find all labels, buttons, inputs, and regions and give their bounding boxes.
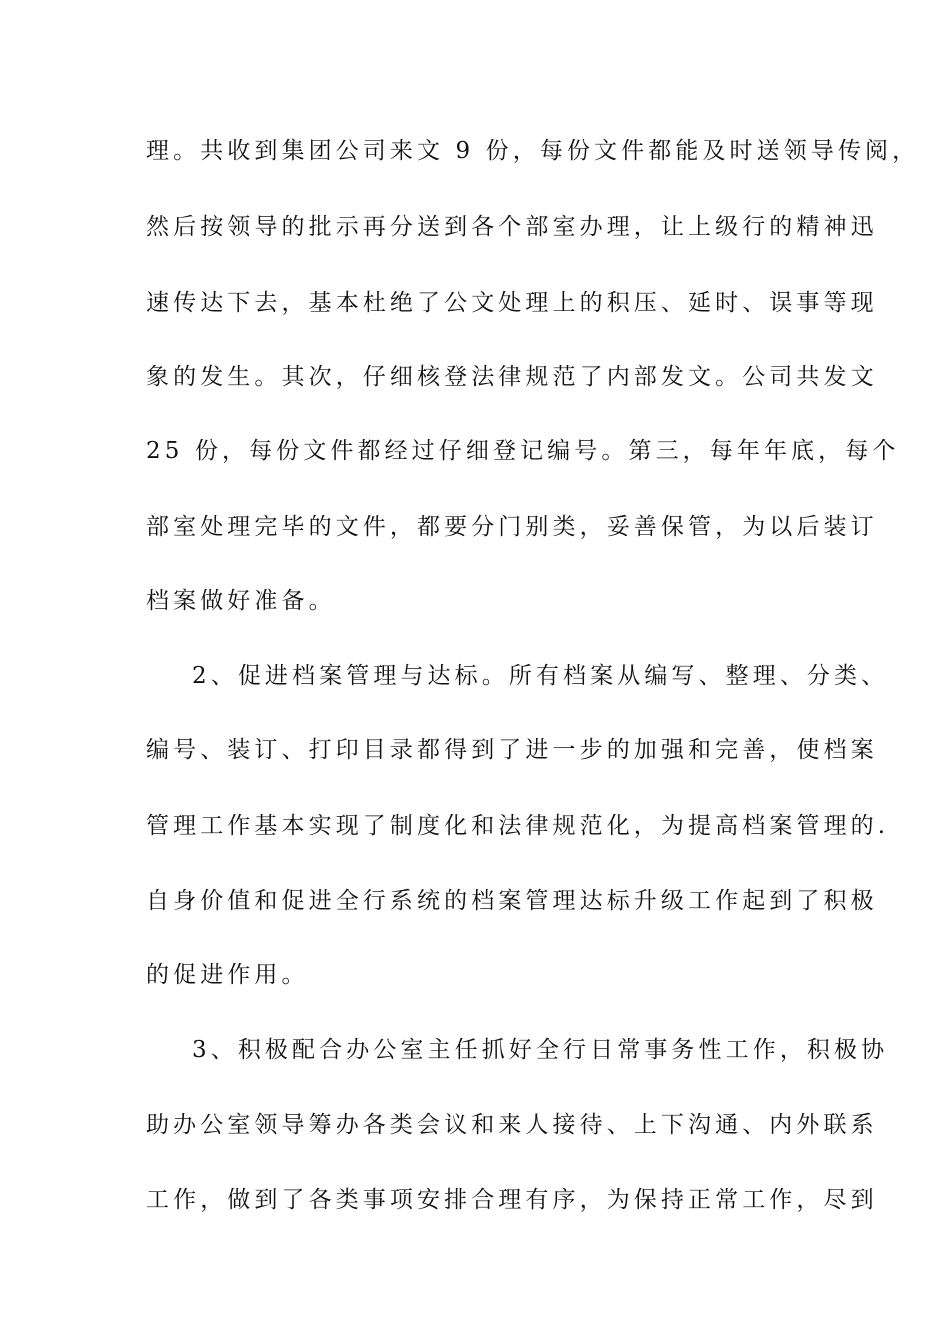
text-line: 25 份，每份文件都经过仔细登记编号。第三，每年年底，每个 — [146, 438, 900, 464]
text-line: 部室处理完毕的文件，都要分门别类，妥善保管，为以后装订 — [146, 514, 878, 540]
text-line: 编号、装订、打印目录都得到了进一步的加强和完善，使档案 — [146, 737, 878, 763]
text-line: 自身价值和促进全行系统的档案管理达标升级工作起到了积极 — [146, 888, 878, 914]
text-line: 工作，做到了各类事项安排合理有序，为保持正常工作，尽到 — [146, 1187, 878, 1213]
text-line: 然后按领导的批示再分送到各个部室办理，让上级行的精神迅 — [146, 214, 878, 240]
text-line: 档案做好准备。 — [146, 588, 336, 614]
text-line: 的促进作用。 — [146, 962, 309, 988]
paragraph-start-line: 2、促进档案管理与达标。所有档案从编写、整理、分类、 — [192, 663, 889, 689]
paragraph-start-line: 3、积极配合办公室主任抓好全行日常事务性工作，积极协 — [192, 1037, 889, 1063]
text-line: 理。共收到集团公司来文 9 份，每份文件都能及时送领导传阅， — [146, 138, 920, 164]
text-line: 管理工作基本实现了制度化和法律规范化，为提高档案管理的. — [146, 813, 890, 839]
text-line: 象的发生。其次，仔细核登法律规范了内部发文。公司共发文 — [146, 364, 878, 390]
text-line: 助办公室领导筹办各类会议和来人接待、上下沟通、内外联系 — [146, 1112, 878, 1138]
text-line: 速传达下去，基本杜绝了公文处理上的积压、延时、误事等现 — [146, 290, 878, 316]
